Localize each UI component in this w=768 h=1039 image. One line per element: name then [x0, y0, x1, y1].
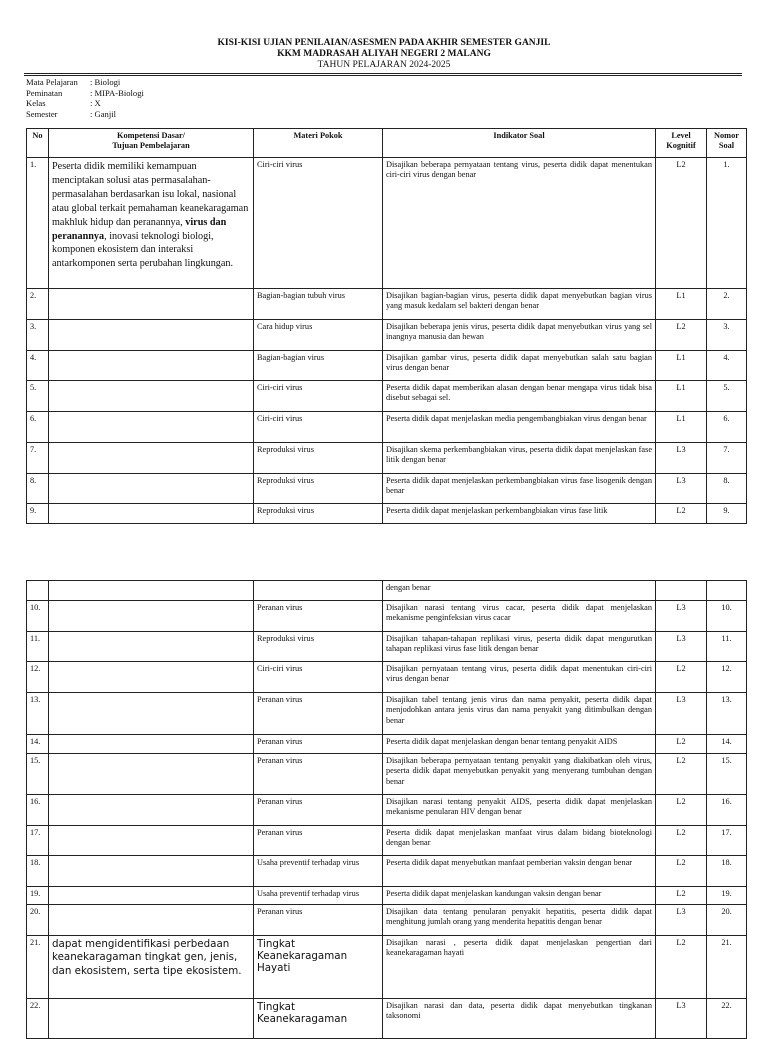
level-cell: L2 [656, 504, 707, 524]
competency-cell: dapat mengidentifikasi perbedaan keanekaragaman tingkat gen, jenis, dan ekosistem, serta tipe ekosistem. [49, 936, 254, 999]
indikator-cell: Disajikan pernyataan tentang virus, peserta didik dapat menentukan ciri-ciri virus dengan benar [383, 662, 656, 693]
materi-cell: Reproduksi virus [254, 504, 383, 524]
subject-info [26, 77, 144, 119]
level-cell: L2 [656, 887, 707, 905]
indikator-cell: dengan benar [383, 581, 656, 601]
header-rule-bottom [24, 75, 742, 76]
nomor-cell: 17. [707, 826, 747, 856]
nomor-cell: 7. [707, 443, 747, 474]
meta-label: Kelas [26, 98, 46, 108]
competency-cell [49, 662, 254, 693]
indikator-cell: Disajikan narasi tentang virus cacar, peserta didik dapat menjelaskan mekanisme penginfeksian virus cacar [383, 601, 656, 632]
competency-cell [49, 474, 254, 504]
level-cell: L3 [656, 443, 707, 474]
indikator-cell: Disajikan gambar virus, peserta didik dapat menyebutkan salah satu bagian virus dengan benar [383, 351, 656, 381]
meta-row [26, 109, 144, 120]
competency-cell [49, 581, 254, 601]
table-row [27, 504, 747, 524]
competency-cell [49, 693, 254, 735]
indikator-cell: Peserta didik dapat menjelaskan kandungan vaksin dengan benar [383, 887, 656, 905]
nomor-cell: 2. [707, 289, 747, 320]
meta-label: Semester [26, 108, 58, 119]
nomor-cell: 6. [707, 412, 747, 443]
indikator-cell: Peserta didik dapat menjelaskan perkembangbiakan virus fase lisogenik dengan benar [383, 474, 656, 504]
table-row [27, 735, 747, 754]
table-row [27, 632, 747, 662]
materi-cell: Bagian-bagian tubuh virus [254, 289, 383, 320]
indikator-cell: Disajikan narasi tentang penyakit AIDS, peserta didik dapat menjelaskan mekanisme penularan HIV dengan benar [383, 795, 656, 826]
row-no: 22. [27, 999, 49, 1039]
level-cell: L1 [656, 289, 707, 320]
level-cell: L2 [656, 795, 707, 826]
table-row-continued [27, 581, 747, 601]
materi-cell: Peranan virus [254, 754, 383, 795]
materi-cell: Peranan virus [254, 601, 383, 632]
col-kd-header [49, 129, 254, 158]
level-cell: L3 [656, 474, 707, 504]
nomor-cell: 11. [707, 632, 747, 662]
materi-cell: Usaha preventif terhadap virus [254, 856, 383, 887]
indikator-cell: Disajikan narasi dan data, peserta didik dapat menyebutkan tingkanan taksonomi [383, 999, 656, 1039]
competency-cell [49, 601, 254, 632]
nomor-cell: 10. [707, 601, 747, 632]
nomor-cell: 5. [707, 381, 747, 412]
meta-label: Mata Pelajaran [26, 77, 78, 87]
competency-cell [49, 887, 254, 905]
indikator-cell: Disajikan tahapan-tahapan replikasi virus, peserta didik dapat mengurutkan tahapan replikasi virus fase litik dengan benar [383, 632, 656, 662]
level-cell: L1 [656, 412, 707, 443]
meta-value: : Ganjil [90, 108, 117, 119]
competency-cell [49, 412, 254, 443]
nomor-cell: 1. [707, 158, 747, 289]
table-row [27, 601, 747, 632]
materi-cell: Ciri-ciri virus [254, 381, 383, 412]
materi-cell: Bagian-bagian virus [254, 351, 383, 381]
row-no: 10. [27, 601, 49, 632]
title-line-3: TAHUN PELAJARAN 2024-2025 [317, 60, 451, 70]
col-materi-header: Materi Pokok [254, 129, 383, 158]
indikator-cell: Disajikan skema perkembangbiakan virus, peserta didik dapat menjelaskan fase litik dengan benar [383, 443, 656, 474]
row-no: 8. [27, 474, 49, 504]
indikator-cell: Disajikan beberapa jenis virus, peserta didik dapat menyebutkan virus yang sel inangnya manusia dan hewan [383, 320, 656, 351]
competency-cell [49, 289, 254, 320]
level-cell: L3 [656, 693, 707, 735]
table-row [27, 320, 747, 351]
col-indikator-header: Indikator Soal [383, 129, 656, 158]
table-row [27, 826, 747, 856]
row-no: 13. [27, 693, 49, 735]
level-cell: L2 [656, 856, 707, 887]
materi-cell: Usaha preventif terhadap virus [254, 887, 383, 905]
level-cell: L2 [656, 158, 707, 289]
competency-cell [49, 754, 254, 795]
indikator-cell: Peserta didik dapat menjelaskan dengan benar tentang penyakit AIDS [383, 735, 656, 754]
materi-cell [254, 581, 383, 601]
materi-cell: Reproduksi virus [254, 632, 383, 662]
level-cell: L3 [656, 601, 707, 632]
materi-cell: Tingkat Keanekaragaman Hayati [254, 936, 383, 999]
nomor-cell: 20. [707, 905, 747, 936]
row-no: 19. [27, 887, 49, 905]
level-cell: L2 [656, 754, 707, 795]
meta-label: Peminatan [26, 87, 63, 98]
indikator-cell: Peserta didik dapat menyebutkan manfaat pemberian vaksin dengan benar [383, 856, 656, 887]
competency-text-end: , inovasi teknologi biologi, komponen ekosistem dan interaksi antarkomponen serta perubahan lingkungan. [52, 230, 234, 270]
materi-cell: Peranan virus [254, 795, 383, 826]
title-line-2: KKM MADRASAH ALIYAH NEGERI 2 MALANG [277, 49, 491, 59]
table-row [27, 662, 747, 693]
table-row [27, 856, 747, 887]
competency-cell [49, 443, 254, 474]
level-cell: L2 [656, 320, 707, 351]
materi-cell: Ciri-ciri virus [254, 158, 383, 289]
materi-cell: Reproduksi virus [254, 443, 383, 474]
row-no: 21. [27, 936, 49, 999]
table-row [27, 693, 747, 735]
table-row [27, 887, 747, 905]
nomor-cell: 13. [707, 693, 747, 735]
table-row [27, 158, 747, 289]
competency-cell [49, 905, 254, 936]
competency-text: Peserta didik memiliki kemampuan menciptakan solusi atas permasalahan-permasalahan berdasarkan isu lokal, nasional atau global terkait pemahaman keanekaragaman makhluk hidup dan peranannya, [52, 161, 249, 228]
materi-cell: Peranan virus [254, 826, 383, 856]
competency-cell [49, 826, 254, 856]
table-row [27, 795, 747, 826]
col-kd-label: Kompetensi Dasar/ Tujuan Pembelajaran [112, 131, 190, 151]
materi-cell: Cara hidup virus [254, 320, 383, 351]
indikator-cell: Disajikan narasi , peserta didik dapat menjelaskan pengertian dari keanekaragaman hayati [383, 936, 656, 999]
nomor-cell: 4. [707, 351, 747, 381]
nomor-cell: 16. [707, 795, 747, 826]
competency-cell [49, 999, 254, 1039]
level-cell: L3 [656, 905, 707, 936]
materi-cell: Peranan virus [254, 735, 383, 754]
title-line-1: KISI-KISI UJIAN PENILAIAN/ASESMEN PADA AKHIR SEMESTER GANJIL [217, 38, 551, 48]
materi-cell: Peranan virus [254, 693, 383, 735]
materi-cell: Peranan virus [254, 905, 383, 936]
row-no: 1. [27, 158, 49, 289]
row-no: 2. [27, 289, 49, 320]
level-cell: L3 [656, 632, 707, 662]
competency-cell [49, 735, 254, 754]
table-row [27, 412, 747, 443]
competency-highlight: virus dan peranannya [52, 216, 227, 242]
indikator-cell: Peserta didik dapat menjelaskan manfaat virus dalam bidang bioteknologi dengan benar [383, 826, 656, 856]
nomor-cell: 8. [707, 474, 747, 504]
level-cell: L1 [656, 351, 707, 381]
row-no: 3. [27, 320, 49, 351]
level-cell: L2 [656, 662, 707, 693]
nomor-cell: 18. [707, 856, 747, 887]
row-no: 11. [27, 632, 49, 662]
nomor-cell: 3. [707, 320, 747, 351]
competency-cell [49, 320, 254, 351]
indikator-cell: Peserta didik dapat menjelaskan perkembangbiakan virus fase litik [383, 504, 656, 524]
row-no: 16. [27, 795, 49, 826]
competency-cell [49, 504, 254, 524]
table-row [27, 905, 747, 936]
competency-cell [49, 351, 254, 381]
table-row [27, 351, 747, 381]
competency-cell [49, 632, 254, 662]
table-header-row [27, 129, 747, 158]
materi-cell: Ciri-ciri virus [254, 662, 383, 693]
nomor-cell: 19. [707, 887, 747, 905]
table-row [27, 754, 747, 795]
table-row [27, 936, 747, 999]
row-no: 18. [27, 856, 49, 887]
meta-row [26, 98, 144, 109]
row-no: 14. [27, 735, 49, 754]
nomor-cell: 22. [707, 999, 747, 1039]
indikator-cell: Peserta didik dapat menjelaskan media pengembangbiakan virus dengan benar [383, 412, 656, 443]
nomor-cell [707, 581, 747, 601]
row-no: 7. [27, 443, 49, 474]
level-cell: L1 [656, 381, 707, 412]
indikator-cell: Disajikan data tentang penularan penyakit hepatitis, peserta didik dapat menghitung jumlah orang yang menderita hepatitis dengan benar [383, 905, 656, 936]
level-cell [656, 581, 707, 601]
competency-cell [49, 381, 254, 412]
meta-value: : Biologi [90, 77, 121, 87]
meta-value: : MIPA-Biologi [90, 87, 144, 98]
table-row [27, 999, 747, 1039]
grid-table-1 [26, 128, 747, 524]
row-no: 5. [27, 381, 49, 412]
row-no: 15. [27, 754, 49, 795]
materi-cell: Tingkat Keanekaragaman [254, 999, 383, 1039]
level-cell: L2 [656, 826, 707, 856]
meta-row [26, 88, 144, 99]
indikator-cell: Disajikan tabel tentang jenis virus dan nama penyakit, peserta didik dapat menjodohkan antara jenis virus dan nama penyakit yang ditimbulkan dengan benar [383, 693, 656, 735]
meta-row [26, 77, 144, 88]
table-row [27, 289, 747, 320]
nomor-cell: 21. [707, 936, 747, 999]
level-cell: L2 [656, 936, 707, 999]
level-cell: L3 [656, 999, 707, 1039]
col-no-header: No [27, 129, 49, 158]
table-row [27, 443, 747, 474]
indikator-cell: Disajikan beberapa pernyataan tentang virus, peserta didik dapat menentukan ciri-ciri virus dengan benar [383, 158, 656, 289]
col-level-header: Level Kognitif [656, 129, 707, 158]
materi-cell: Ciri-ciri virus [254, 412, 383, 443]
nomor-cell: 15. [707, 754, 747, 795]
meta-value: : X [90, 98, 101, 108]
grid-table-2 [26, 580, 747, 1039]
nomor-cell: 12. [707, 662, 747, 693]
row-no: 4. [27, 351, 49, 381]
competency-cell [49, 158, 254, 289]
indikator-cell: Disajikan bagian-bagian virus, peserta didik dapat menyebutkan bagian virus yang masuk kedalam sel bakteri dengan benar [383, 289, 656, 320]
row-no [27, 581, 49, 601]
table-row [27, 474, 747, 504]
level-cell: L2 [656, 735, 707, 754]
col-nomor-header: Nomor Soal [707, 129, 747, 158]
table-row [27, 381, 747, 412]
document-header [0, 38, 768, 71]
row-no: 17. [27, 826, 49, 856]
nomor-cell: 14. [707, 735, 747, 754]
row-no: 9. [27, 504, 49, 524]
header-rule-top [24, 73, 742, 74]
competency-cell [49, 856, 254, 887]
row-no: 6. [27, 412, 49, 443]
row-no: 20. [27, 905, 49, 936]
materi-cell: Reproduksi virus [254, 474, 383, 504]
indikator-cell: Disajikan beberapa pernyataan tentang penyakit yang diakibatkan oleh virus, peserta didik dapat menyebutkan penyakit yang menyerang tumbuhan dengan benar [383, 754, 656, 795]
competency-cell [49, 795, 254, 826]
nomor-cell: 9. [707, 504, 747, 524]
row-no: 12. [27, 662, 49, 693]
indikator-cell: Peserta didik dapat memberikan alasan dengan benar mengapa virus tidak bisa disebut sebagai sel. [383, 381, 656, 412]
